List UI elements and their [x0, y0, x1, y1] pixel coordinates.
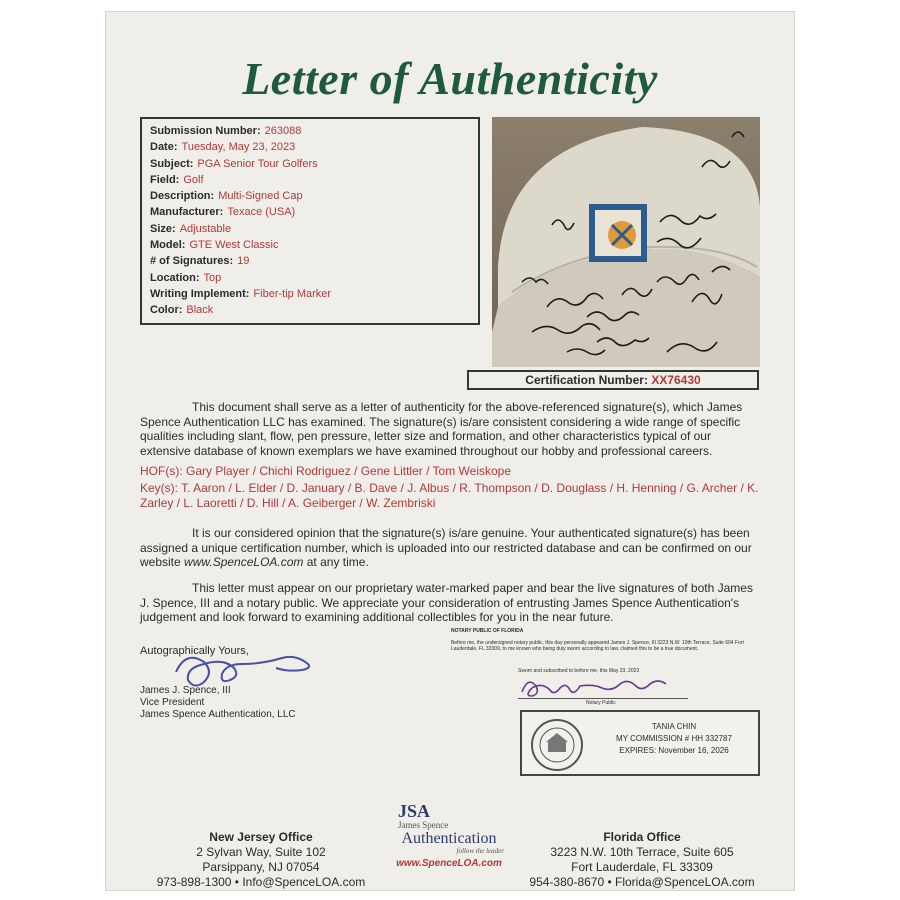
seal-name: TANIA CHIN — [651, 722, 697, 731]
notary-heading: NOTARY PUBLIC OF FLORIDA — [451, 628, 524, 634]
detail-row: # of Signatures: 19 — [150, 255, 250, 268]
detail-row: Size: Adjustable — [150, 222, 232, 235]
detail-row: Color: Black — [150, 304, 214, 317]
detail-row: Location: Top — [150, 271, 222, 284]
jsa-logo-authentication: Authentication — [401, 830, 497, 847]
notary-signature-line — [518, 698, 688, 699]
notary-sworn-date: Sworn and subscribed to before me, this May 23, 2023 — [518, 668, 640, 674]
cap-image-icon — [492, 117, 760, 367]
jsa-logo-mark: JSA — [398, 801, 431, 821]
certification-number-box: Certification Number: XX76430 — [467, 370, 759, 390]
seal-expires: EXPIRES: November 16, 2026 — [619, 746, 729, 755]
detail-row: Field: Golf — [150, 173, 204, 186]
letter-page — [106, 12, 794, 890]
nj-office-address: 2 Sylvan Way, Suite 102 — [196, 845, 326, 859]
signer-company: James Spence Authentication, LLC — [140, 709, 296, 720]
detail-row: Subject: PGA Senior Tour Golfers — [150, 157, 318, 170]
new-jersey-office — [146, 830, 376, 890]
nj-office-title: New Jersey Office — [209, 830, 313, 844]
detail-row: Date: Tuesday, May 23, 2023 — [150, 141, 296, 154]
detail-row: Writing Implement: Fiber-tip Marker — [150, 287, 332, 300]
seal-text — [592, 721, 756, 757]
fl-office-address: 3223 N.W. 10th Terrace, Suite 605 — [550, 845, 734, 859]
jsa-logo-name: James Spence — [398, 820, 449, 830]
hof-signers: HOF(s): Gary Player / Chichi Rodriguez / Gene Littler / Tom Weiskope — [140, 464, 512, 478]
notary-role: Notary Public — [586, 700, 616, 706]
florida-office — [524, 830, 760, 890]
notary-seal — [520, 710, 760, 776]
fl-office-city: Fort Lauderdale, FL 33309 — [571, 860, 713, 874]
detail-row: Model: GTE West Classic — [150, 239, 279, 252]
closing-text: Autographically Yours, — [140, 645, 249, 657]
detail-row: Description: Multi-Signed Cap — [150, 190, 303, 203]
item-details-box — [140, 117, 480, 325]
website-link[interactable]: www.SpenceLOA.com — [184, 555, 304, 569]
opinion-paragraph: It is our considered opinion that the signature(s) is/are genuine. Your authenticated signature(s) has been assigned a unique certification number, which is uploaded into our restricted database and can be confirmed on our website www.SpenceLOA.com at any time. — [140, 526, 752, 569]
jsa-logo-website[interactable]: www.SpenceLOA.com — [396, 858, 502, 869]
fl-office-title: Florida Office — [603, 830, 681, 844]
jsa-logo-tagline: follow the leader — [456, 847, 504, 855]
fl-office-contact: 954-380-8670 • Florida@SpenceLOA.com — [529, 875, 755, 889]
signer-title: Vice President — [140, 697, 205, 708]
authenticity-paragraph: This document shall serve as a letter of authenticity for the above-referenced signature(s), which James Spence Authentication LLC has examined. The signature(s) is/are consistent considering a wide range of specific qualities including slant, flow, pen pressure, letter size and formation, and other characteristics typical of our extensive database of known exemplars we have examined throughout our hobby and professional careers. — [140, 400, 743, 458]
signed-cap-photo — [492, 117, 760, 367]
detail-row: Manufacturer: Texace (USA) — [150, 206, 296, 219]
key-signers: Key(s): T. Aaron / L. Elder / D. January / B. Dave / J. Albus / R. Thompson / D. Douglass / H. Henning / G. Archer / K. Zarley / L. Laoretti / D. Hill / A. Geiberger / W. Zembriski — [140, 481, 759, 510]
proprietary-paper-paragraph: This letter must appear on our proprietary water-marked paper and bear the live signatures of both James J. Spence, III and a notary public. We appreciate your consideration of entrusting James Spence Authentication's judgement and look forward to examining additional collectibles for you in the near future. — [140, 581, 753, 624]
seal-commission: MY COMMISSION # HH 332787 — [616, 734, 732, 743]
florida-seal-icon — [530, 718, 584, 772]
notary-text: Before me, the undersigned notary public, this day personally appeared James J. Spence, III 3223 N.W. 10th Terrace, Suite 604 Fort Lauderdale, FL 33309, to me known who being duly sworn according to law, claimed this to be a true document. — [451, 640, 744, 652]
certification-number: XX76430 — [651, 373, 701, 387]
detail-row: Submission Number: 263088 — [150, 125, 302, 137]
nj-office-city: Parsippany, NJ 07054 — [202, 860, 320, 874]
jsa-logo — [376, 802, 522, 886]
page-title: Letter of Authenticity — [242, 53, 658, 104]
nj-office-contact: 973-898-1300 • Info@SpenceLOA.com — [156, 875, 366, 889]
signer-name: James J. Spence, III — [140, 685, 231, 696]
signer-block — [140, 685, 296, 721]
